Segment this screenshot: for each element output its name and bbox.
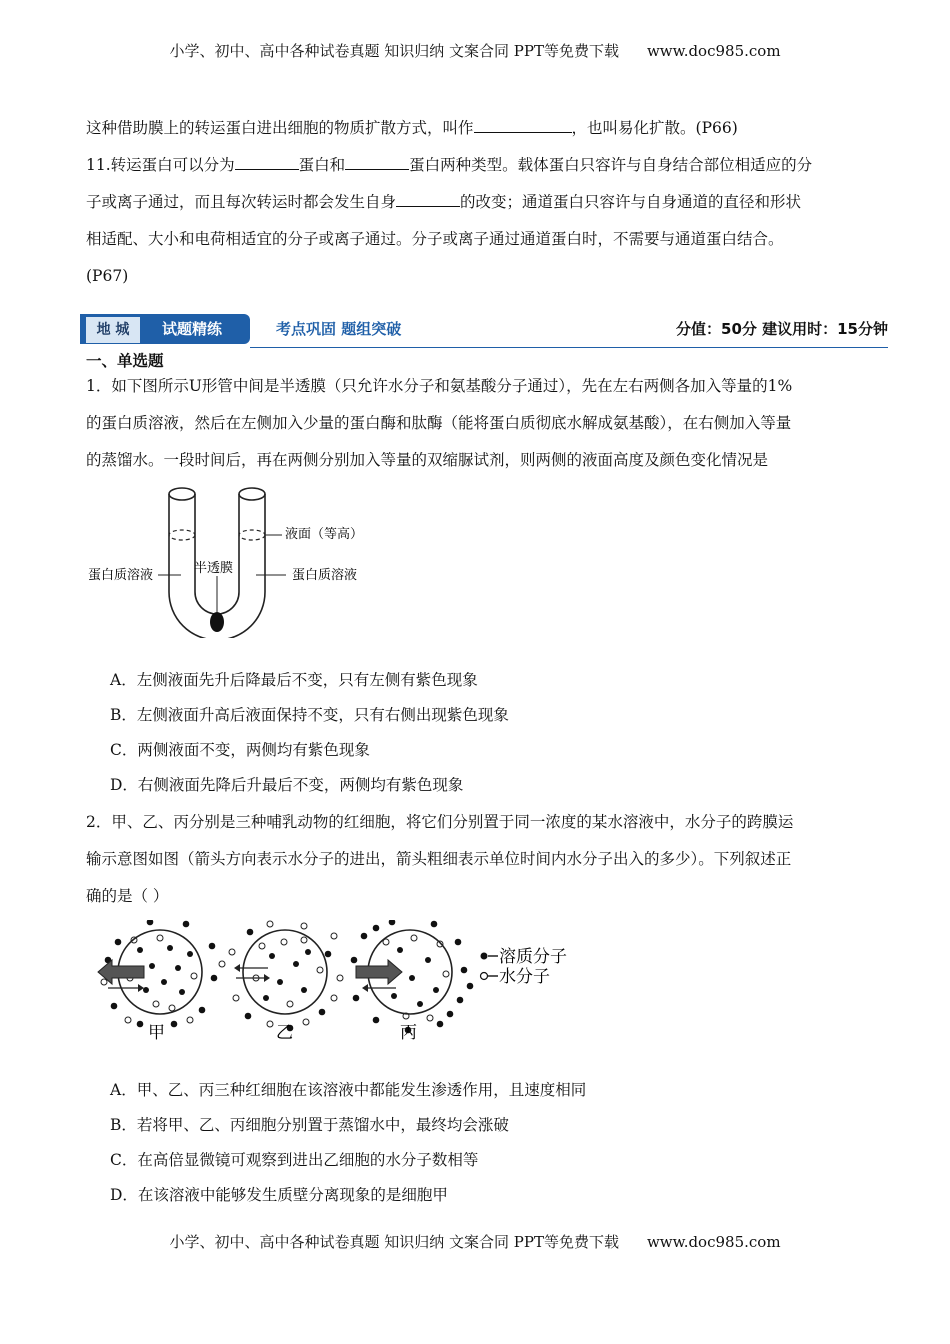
intro-text: ，也叫易化扩散。(P66) [571,119,738,137]
cell-bing [351,920,474,1033]
q2-option-c[interactable]: C．在高倍显微镜可观察到进出乙细胞的水分子数相等 [110,1151,479,1169]
q1-option-d[interactable]: D．右侧液面先降后升最后不变，两侧均有紫色现象 [110,776,464,794]
q2-stem-3: 确的是（ ） [86,887,169,905]
legend-water-dot [481,973,488,980]
q11-text: 蛋白和 [298,156,346,174]
intro-line-1 [86,110,866,147]
q11-text: 蛋白两种类型。载体蛋白只容许与自身结合部位相适应的分 [409,156,813,174]
label-liquid-surface: 液面（等高） [285,527,364,542]
q11-text: 子或离子通过，而且每次转运时都会发生自身 [86,193,397,211]
banner-meta: 分值：50分 建议用时：15分钟 [676,320,888,338]
section-title: 一、单选题 [86,351,164,370]
q11-text: 的改变；通道蛋白只容许与自身通道的直径和形状 [460,193,802,211]
banner-divider [250,347,888,348]
q2-option-a[interactable]: A．甲、乙、丙三种红细胞在该溶液中都能发生渗透作用，且速度相同 [110,1081,587,1099]
legend [481,947,568,987]
banner-badge: 地 城 [86,317,140,343]
q11-line-1 [86,147,866,184]
intro-text: 这种借助膜上的转运蛋白进出细胞的物质扩散方式，叫作 [86,119,474,137]
semipermeable-membrane [210,612,224,632]
answer-blank[interactable] [396,190,460,207]
page-header [0,40,950,61]
page-footer [0,1231,950,1252]
u-tube-figure [86,480,386,638]
label-membrane: 半透膜 [194,561,234,576]
q11-line-3: 相适配、大小和电荷相适宜的分子或离子通过。分子或离子通过通道蛋白时，不需要与通道蛋白结合。 [86,230,784,248]
liquid-surface-marks [169,530,265,540]
q1-option-a[interactable]: A．左侧液面先升后降最后不变，只有左侧有紫色现象 [110,671,478,689]
answer-blank[interactable] [345,153,409,170]
q1-option-b[interactable]: B．左侧液面升高后液面保持不变，只有右侧出现紫色现象 [110,706,509,724]
q2-option-b[interactable]: B．若将甲、乙、丙细胞分别置于蒸馏水中，最终均会涨破 [110,1116,509,1134]
q2-option-d[interactable]: D．在该溶液中能够发生质壁分离现象的是细胞甲 [110,1186,448,1204]
header-url[interactable]: www.doc985.com [646,42,781,60]
q11-text: 11.转运蛋白可以分为 [86,156,235,174]
q2-stem-2: 输示意图如图（箭头方向表示水分子的进出，箭头粗细表示单位时间内水分子出入的多少）。下列叙述正 [86,850,792,868]
q1-stem-1: 1．如下图所示U形管中间是半透膜（只允许水分子和氨基酸分子通过），先在左右两侧各加入等量的1% [86,377,793,395]
q1-option-c[interactable]: C．两侧液面不变，两侧均有紫色现象 [110,741,370,759]
legend-solute-dot [481,953,488,960]
section-banner [80,314,888,348]
banner-tab [80,314,250,344]
answer-blank[interactable] [474,116,572,133]
legend-solute-label: 溶质分子 [499,947,567,967]
cell-label-jia: 甲 [148,1023,165,1043]
q2-stem-1: 2．甲、乙、丙分别是三种哺乳动物的红细胞，将它们分别置于同一浓度的某水溶液中，水分子的跨膜运 [86,813,794,831]
cell-label-bing: 丙 [400,1023,417,1043]
label-right-solution: 蛋白质溶液 [292,568,358,583]
cell-yi [229,921,343,1031]
q11-line-4: (P67) [86,267,129,285]
banner-title: 试题精练 [162,320,223,338]
q1-stem-3: 的蒸馏水。一段时间后，再在两侧分别加入等量的双缩脲试剂，则两侧的液面高度及颜色变化情况是 [86,451,769,469]
cell-jia [98,920,225,1027]
banner-subtitle: 考点巩固 题组突破 [276,320,402,338]
footer-url[interactable]: www.doc985.com [646,1233,781,1251]
q11-line-2 [86,184,866,221]
header-text: 小学、初中、高中各种试卷真题 知识归纳 文案合同 PPT等免费下载 [169,42,619,60]
label-left-solution: 蛋白质溶液 [88,568,154,583]
cell-label-yi: 乙 [276,1023,293,1043]
answer-blank[interactable] [235,153,299,170]
legend-water-label: 水分子 [499,967,550,987]
q1-stem-2: 的蛋白质溶液，然后在左侧加入少量的蛋白酶和肽酶（能将蛋白质彻底水解成氨基酸），在右侧加入等量 [86,414,792,432]
red-cells-figure [90,920,600,1050]
footer-text: 小学、初中、高中各种试卷真题 知识归纳 文案合同 PPT等免费下载 [169,1233,619,1251]
